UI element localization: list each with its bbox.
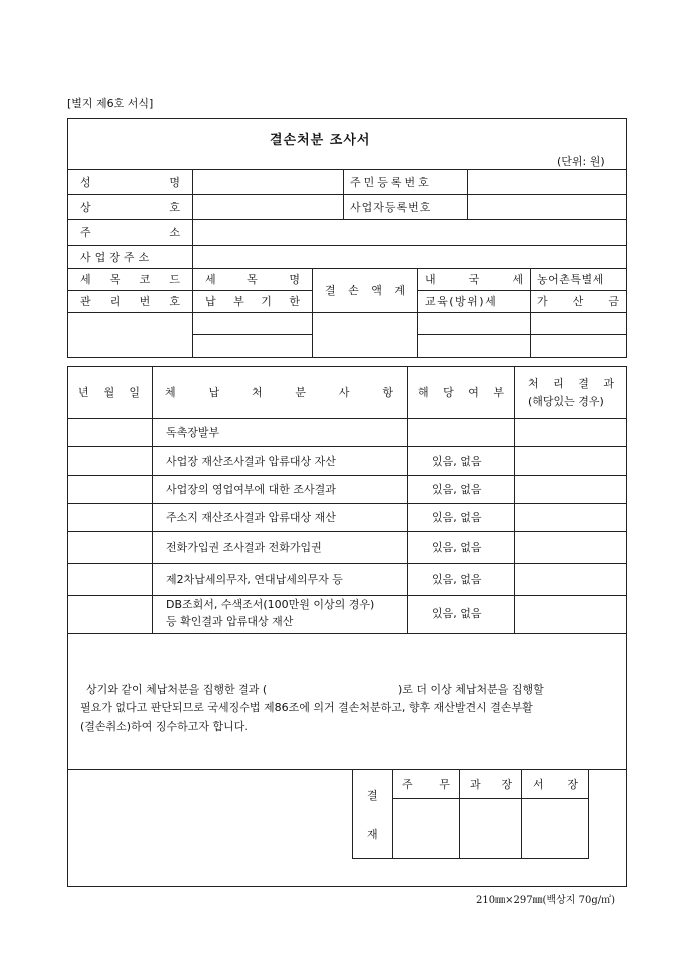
approval-label-bottom: 재 bbox=[367, 828, 378, 841]
row-item: 주소지 재산조사결과 압류대상 재산 bbox=[166, 511, 336, 524]
approval-section-chief: 과 장 bbox=[470, 778, 512, 791]
info-table bbox=[67, 118, 627, 358]
statement-line3: (결손취소)하여 징수하고자 합니다. bbox=[80, 720, 248, 733]
rrn-label: 주민등록번호 bbox=[350, 176, 432, 189]
bizno-label: 사업자등록번호 bbox=[350, 201, 432, 214]
loss-total-label: 결 손 액 계 bbox=[325, 284, 405, 297]
tax-code-label: 세 목 코 드 bbox=[80, 273, 180, 286]
col-date-header: 년 월 일 bbox=[78, 386, 140, 399]
education-tax-label: 교육(방위)세 bbox=[425, 295, 498, 308]
due-date-label: 납 부 기 한 bbox=[205, 295, 300, 308]
col-result-sub: (해당있는 경우) bbox=[528, 395, 604, 408]
row-item-line2: 등 확인결과 압류대상 재산 bbox=[166, 615, 294, 628]
row-item-line1: DB조회서, 수색조서(100만원 이상의 경우) bbox=[166, 598, 375, 611]
form-label: [별지 제6호 서식] bbox=[67, 97, 154, 110]
domestic-tax-label: 내 국 세 bbox=[425, 273, 523, 286]
approval-director: 서 장 bbox=[533, 778, 578, 791]
approval-label-top: 결 bbox=[367, 789, 378, 802]
rural-tax-label: 농어촌특별세 bbox=[537, 273, 604, 286]
paper-spec: 210㎜×297㎜(백상지 70g/㎡) bbox=[476, 895, 616, 906]
statement-line2: 필요가 없다고 판단되므로 국세징수법 제86조에 의거 결손처분하고, 향후 재산발견시 결손부활 bbox=[80, 701, 533, 714]
col-items-header: 체 납 처 분 사 항 bbox=[165, 386, 393, 399]
trade-name-label: 상 호 bbox=[80, 201, 180, 214]
tax-item-label: 세 목 명 bbox=[205, 273, 300, 286]
row-item: 사업장 재산조사결과 압류대상 자산 bbox=[166, 455, 336, 468]
row-item: 독촉장발부 bbox=[166, 426, 220, 439]
row-item: 제2차납세의무자, 연대납세의무자 등 bbox=[166, 573, 343, 586]
unit-label: (단위: 원) bbox=[557, 155, 605, 168]
page-title: 결손처분 조사서 bbox=[270, 133, 371, 148]
biz-address-label: 사업장주소 bbox=[80, 251, 154, 264]
row-applicable: 있음, 없음 bbox=[432, 483, 482, 496]
row-applicable: 있음, 없음 bbox=[432, 455, 482, 468]
additional-label: 가 산 금 bbox=[537, 295, 619, 308]
row-applicable: 있음, 없음 bbox=[432, 573, 482, 586]
row-item: 전화가입권 조사결과 전화가입권 bbox=[166, 541, 322, 554]
mgmt-no-label: 관 리 번 호 bbox=[80, 295, 180, 308]
name-label: 성 명 bbox=[80, 176, 180, 189]
row-applicable: 있음, 없음 bbox=[432, 607, 482, 620]
approval-officer: 주 무 bbox=[402, 778, 450, 791]
col-applicable-header: 해 당 여 부 bbox=[418, 386, 504, 399]
row-applicable: 있음, 없음 bbox=[432, 541, 482, 554]
statement-line1a: 상기와 같이 체납처분을 집행한 결과 ( bbox=[86, 683, 268, 696]
statement-line1b: )로 더 이상 체납처분을 집행할 bbox=[398, 683, 544, 696]
row-applicable: 있음, 없음 bbox=[432, 511, 482, 524]
address-label: 주 소 bbox=[80, 226, 180, 239]
row-item: 사업장의 영업여부에 대한 조사결과 bbox=[166, 483, 336, 496]
col-result-header: 처 리 결 과 bbox=[528, 377, 614, 390]
